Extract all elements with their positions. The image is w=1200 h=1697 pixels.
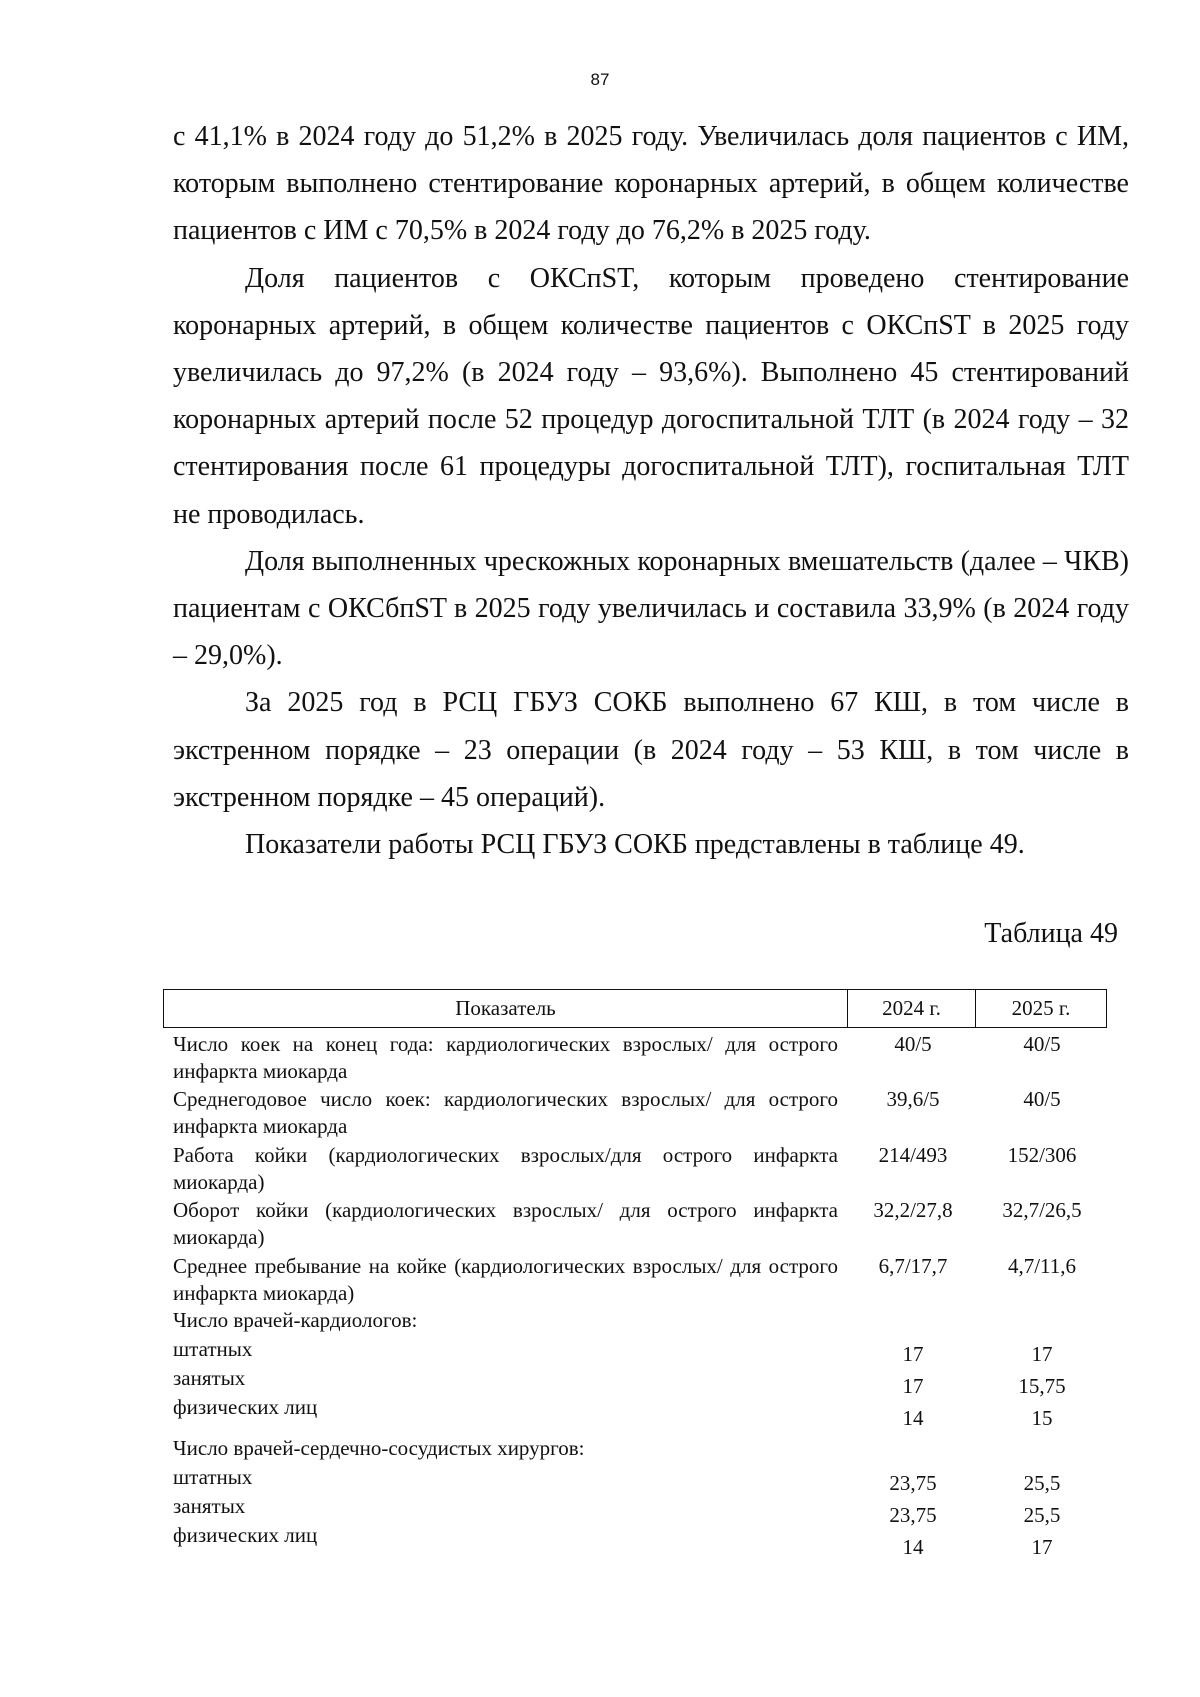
table-header — [163, 989, 1107, 1028]
paragraph: За 2025 год в РСЦ ГБУЗ СОКБ выполнено 67 КШ, в том числе в экстренном порядке – 23 операции (в 2024 году – 53 КШ, в том числе в экстренном порядке – 45 операций). — [173, 687, 1129, 813]
paragraph: Доля пациентов с ОКСпST, которым проведено стентирование коронарных артерий, в общем количестве пациентов с ОКСпST в 2025 году увеличилась до 97,2% (в 2024 году – 93,6%). Выполнено 45 стентирований коронарных артерий после 52 процедур догоспитальной ТЛТ (в 2024 году – 32 стентирования после 61 процедуры догоспитальной ТЛТ), госпитальная ТЛТ не проводилась. — [173, 262, 1129, 530]
body-text — [173, 113, 1129, 868]
table-caption: Таблица 49 — [984, 918, 1118, 949]
paragraph: Показатели работы РСЦ ГБУЗ СОКБ представлены в таблице 49. — [245, 829, 1025, 861]
value-2025: 15 — [1031, 1406, 1053, 1430]
group-item-label: занятых — [173, 1366, 246, 1390]
group-item-label: занятых — [173, 1494, 246, 1518]
group-item-label: физических лиц — [173, 1395, 318, 1419]
value-2024: 23,75 — [889, 1503, 937, 1527]
value-2024: 17 — [902, 1342, 924, 1366]
value-2024: 214/493 — [878, 1143, 948, 1167]
value-2025: 40/5 — [1023, 1032, 1061, 1056]
value-2025: 15,75 — [1018, 1374, 1066, 1398]
value-2024: 17 — [902, 1374, 924, 1398]
row-label: Число коек на конец года: кардиологических взрослых/ для острого инфаркта миокарда — [173, 1032, 838, 1083]
value-2024: 32,2/27,8 — [873, 1198, 953, 1222]
value-2025: 152/306 — [1007, 1143, 1077, 1167]
page-number: 87 — [590, 70, 610, 89]
group-item-label: штатных — [173, 1337, 253, 1361]
group-item-label: физических лиц — [173, 1523, 318, 1547]
value-2025: 4,7/11,6 — [1007, 1254, 1077, 1278]
value-2024: 14 — [902, 1535, 924, 1559]
paragraph: Доля выполненных чрескожных коронарных вмешательств (далее – ЧКВ) пациентам с ОКСбпST в 2025 году увеличилась и составила 33,9% (в 2024 году – 29,0%). — [173, 545, 1129, 672]
value-2025: 25,5 — [1023, 1503, 1061, 1527]
value-2025: 32,7/26,5 — [1002, 1198, 1082, 1222]
value-2024: 14 — [902, 1406, 924, 1430]
row-label: Среднегодовое число коек: кардиологических взрослых/ для острого инфаркта миокарда — [173, 1087, 838, 1138]
header-2024: 2024 г. — [848, 990, 976, 1027]
group-title: Число врачей-кардиологов: — [173, 1308, 418, 1332]
value-2024: 23,75 — [889, 1471, 937, 1495]
value-2024: 39,6/5 — [886, 1087, 940, 1111]
value-2024: 40/5 — [894, 1032, 932, 1056]
value-2025: 17 — [1031, 1535, 1053, 1559]
group-title: Число врачей-сердечно-сосудистых хирургов: — [173, 1436, 585, 1460]
header-2025: 2025 г. — [1011, 996, 1071, 1020]
row-label: Работа койки (кардиологических взрослых/для острого инфаркта миокарда) — [173, 1143, 838, 1194]
header-indicator: Показатель — [164, 990, 848, 1027]
value-2025: 25,5 — [1023, 1471, 1061, 1495]
paragraph: с 41,1% в 2024 году до 51,2% в 2025 году. Увеличилась доля пациентов с ИМ, которым выполнено стентирование коронарных артерий, в общем количестве пациентов с ИМ с 70,5% в 2024 году до 76,2% в 2025 году. — [173, 121, 1129, 247]
value-2025: 40/5 — [1023, 1087, 1061, 1111]
group-item-label: штатных — [173, 1465, 253, 1489]
row-label: Среднее пребывание на койке (кардиологических взрослых/ для острого инфаркта миокарда) — [173, 1254, 838, 1305]
value-2025: 17 — [1031, 1342, 1053, 1366]
value-2024: 6,7/17,7 — [878, 1254, 948, 1278]
row-label: Оборот койки (кардиологических взрослых/ для острого инфаркта миокарда) — [173, 1198, 838, 1249]
